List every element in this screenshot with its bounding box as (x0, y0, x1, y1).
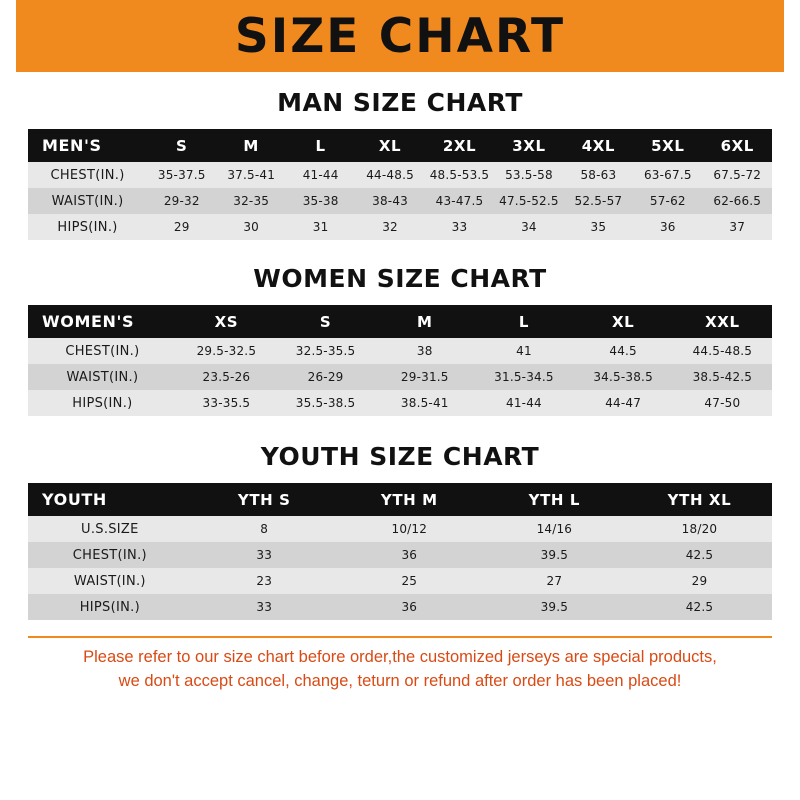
youth-cell: 14/16 (482, 516, 627, 542)
youth-section-title: YOUTH SIZE CHART (260, 442, 540, 471)
women-header-cell: WOMEN'S (28, 305, 177, 338)
women-cell: 32.5-35.5 (276, 338, 375, 364)
youth-cell: 36 (337, 542, 482, 568)
youth-row-label: WAIST(IN.) (28, 568, 192, 594)
women-table-body (28, 338, 772, 416)
women-table-head (28, 305, 772, 338)
banner-edge-right (784, 0, 800, 72)
youth-cell: 25 (337, 568, 482, 594)
man-header-cell: 2XL (425, 129, 494, 162)
banner-edge-left (0, 0, 16, 72)
man-cell: 32-35 (216, 188, 285, 214)
man-header-cell: XL (355, 129, 424, 162)
women-header-cell: XS (177, 305, 276, 338)
women-cell: 44-47 (574, 390, 673, 416)
table-row (28, 214, 772, 240)
youth-cell: 8 (192, 516, 337, 542)
table-row (28, 338, 772, 364)
man-size-table (28, 129, 772, 240)
man-cell: 35-38 (286, 188, 355, 214)
women-cell: 29.5-32.5 (177, 338, 276, 364)
youth-table-body (28, 516, 772, 620)
youth-cell: 39.5 (482, 542, 627, 568)
man-cell: 37 (703, 214, 772, 240)
man-cell: 52.5-57 (564, 188, 633, 214)
youth-size-table (28, 483, 772, 620)
page-title: SIZE CHART (234, 8, 566, 64)
women-cell: 34.5-38.5 (574, 364, 673, 390)
man-cell: 53.5-58 (494, 162, 563, 188)
women-cell: 26-29 (276, 364, 375, 390)
women-cell: 44.5 (574, 338, 673, 364)
youth-header-cell: YTH L (482, 483, 627, 516)
man-cell: 63-67.5 (633, 162, 702, 188)
table-row (28, 390, 772, 416)
women-cell: 47-50 (673, 390, 772, 416)
youth-cell: 42.5 (627, 542, 772, 568)
banner (0, 0, 800, 72)
man-table-body (28, 162, 772, 240)
youth-row-label: CHEST(IN.) (28, 542, 192, 568)
man-header-cell: M (216, 129, 285, 162)
table-row (28, 162, 772, 188)
women-cell: 35.5-38.5 (276, 390, 375, 416)
table-row (28, 188, 772, 214)
youth-header-cell: YOUTH (28, 483, 192, 516)
youth-cell: 23 (192, 568, 337, 594)
youth-header-cell: YTH XL (627, 483, 772, 516)
youth-row-label: U.S.SIZE (28, 516, 192, 542)
man-cell: 36 (633, 214, 702, 240)
youth-cell: 42.5 (627, 594, 772, 620)
youth-cell: 10/12 (337, 516, 482, 542)
youth-cell: 33 (192, 542, 337, 568)
women-row-label: CHEST(IN.) (28, 338, 177, 364)
youth-row-label: HIPS(IN.) (28, 594, 192, 620)
women-size-table (28, 305, 772, 416)
man-cell: 48.5-53.5 (425, 162, 494, 188)
man-cell: 30 (216, 214, 285, 240)
man-cell: 67.5-72 (703, 162, 772, 188)
youth-cell: 18/20 (627, 516, 772, 542)
man-cell: 43-47.5 (425, 188, 494, 214)
youth-cell: 29 (627, 568, 772, 594)
footer-note-line-1: Please refer to our size chart before order,the customized jerseys are special products, (83, 648, 717, 666)
man-header-cell: 5XL (633, 129, 702, 162)
man-header-cell: L (286, 129, 355, 162)
women-cell: 31.5-34.5 (474, 364, 573, 390)
man-cell: 34 (494, 214, 563, 240)
man-cell: 44-48.5 (355, 162, 424, 188)
content (0, 72, 800, 800)
man-cell: 29-32 (147, 188, 216, 214)
women-cell: 44.5-48.5 (673, 338, 772, 364)
women-cell: 41-44 (474, 390, 573, 416)
women-header-cell: XL (574, 305, 673, 338)
man-row-label: HIPS(IN.) (28, 214, 147, 240)
youth-table-head (28, 483, 772, 516)
women-row-label: WAIST(IN.) (28, 364, 177, 390)
man-row-label: WAIST(IN.) (28, 188, 147, 214)
women-cell: 38.5-42.5 (673, 364, 772, 390)
women-cell: 41 (474, 338, 573, 364)
man-header-cell: MEN'S (28, 129, 147, 162)
table-header-row (28, 483, 772, 516)
table-row (28, 542, 772, 568)
women-section-title: WOMEN SIZE CHART (253, 264, 547, 293)
man-cell: 35-37.5 (147, 162, 216, 188)
table-row (28, 594, 772, 620)
man-cell: 58-63 (564, 162, 633, 188)
women-cell: 29-31.5 (375, 364, 474, 390)
man-cell: 29 (147, 214, 216, 240)
man-cell: 31 (286, 214, 355, 240)
youth-header-cell: YTH M (337, 483, 482, 516)
youth-cell: 33 (192, 594, 337, 620)
table-row (28, 364, 772, 390)
man-section-title: MAN SIZE CHART (277, 88, 523, 117)
man-table-head (28, 129, 772, 162)
man-row-label: CHEST(IN.) (28, 162, 147, 188)
women-header-cell: XXL (673, 305, 772, 338)
youth-cell: 36 (337, 594, 482, 620)
man-header-cell: 4XL (564, 129, 633, 162)
table-row (28, 568, 772, 594)
table-header-row (28, 129, 772, 162)
man-cell: 35 (564, 214, 633, 240)
youth-cell: 39.5 (482, 594, 627, 620)
man-cell: 38-43 (355, 188, 424, 214)
table-row (28, 516, 772, 542)
footer-note-line-2: we don't accept cancel, change, teturn or refund after order has been placed! (118, 671, 682, 690)
women-cell: 33-35.5 (177, 390, 276, 416)
women-cell: 38.5-41 (375, 390, 474, 416)
table-header-row (28, 305, 772, 338)
man-cell: 47.5-52.5 (494, 188, 563, 214)
man-cell: 62-66.5 (703, 188, 772, 214)
footer-note (28, 636, 772, 694)
man-header-cell: 6XL (703, 129, 772, 162)
women-header-cell: L (474, 305, 573, 338)
youth-header-cell: YTH S (192, 483, 337, 516)
man-cell: 32 (355, 214, 424, 240)
women-cell: 38 (375, 338, 474, 364)
man-cell: 41-44 (286, 162, 355, 188)
youth-cell: 27 (482, 568, 627, 594)
man-header-cell: 3XL (494, 129, 563, 162)
man-header-cell: S (147, 129, 216, 162)
man-cell: 33 (425, 214, 494, 240)
women-header-cell: S (276, 305, 375, 338)
women-row-label: HIPS(IN.) (28, 390, 177, 416)
women-header-cell: M (375, 305, 474, 338)
women-cell: 23.5-26 (177, 364, 276, 390)
man-cell: 57-62 (633, 188, 702, 214)
man-cell: 37.5-41 (216, 162, 285, 188)
